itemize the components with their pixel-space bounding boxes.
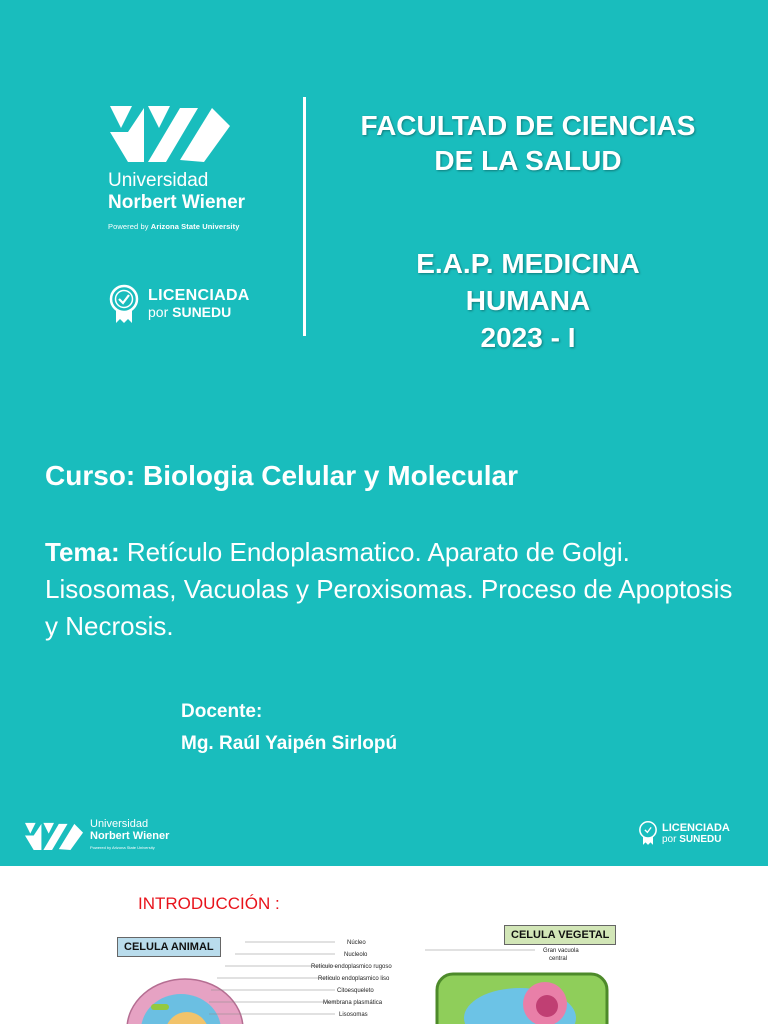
school-title <box>318 245 738 356</box>
license-line2 <box>148 304 250 320</box>
footer-powered-name: Arizona State University <box>112 845 155 850</box>
school-term: 2023 - I <box>480 322 576 353</box>
footer-license-prefix: por <box>662 833 677 845</box>
course-title: Curso: Biologia Celular y Molecular <box>45 460 518 491</box>
teacher-name: Mg. Raúl Yaipén Sirlopú <box>181 733 398 754</box>
topic <box>45 534 735 645</box>
wiener-logo-icon <box>108 102 232 164</box>
footer-license-name: SUNEDU <box>679 833 722 845</box>
label-lisosomas: Lisosomas <box>339 1012 368 1018</box>
footer-university-line1: Universidad <box>90 818 149 830</box>
license-badge-icon <box>108 284 140 324</box>
university-name-line2: Norbert Wiener <box>108 192 246 213</box>
university-name-line1: Universidad <box>108 170 209 191</box>
intro-heading: INTRODUCCIÓN : <box>138 894 280 913</box>
university-logo <box>108 102 288 231</box>
license-prefix: por <box>148 304 169 320</box>
animal-cell-label: CELULA ANIMAL <box>117 937 221 957</box>
powered-name: Arizona State University <box>150 222 240 231</box>
label-nucleo: Núcleo <box>347 940 366 946</box>
footer-university-line2: Norbert Wiener <box>90 830 170 842</box>
footer-license-line1: LICENCIADA <box>662 821 730 834</box>
teacher <box>181 696 397 760</box>
footer-powered <box>90 842 169 854</box>
school-line1: E.A.P. MEDICINA <box>416 248 640 279</box>
label-rel: Retículo endoplasmico liso <box>318 976 390 982</box>
teacher-label: Docente: <box>181 701 263 722</box>
plant-cell-label: CELULA VEGETAL <box>504 925 616 945</box>
footer-powered-prefix: Powered by <box>90 845 112 850</box>
university-name <box>108 170 288 214</box>
label-citoesqueleto: Citoesqueleto <box>337 988 374 994</box>
faculty-line1: FACULTAD DE CIENCIAS <box>360 110 696 141</box>
footer-university-logo <box>24 818 169 854</box>
powered-prefix: Powered by <box>108 222 149 231</box>
powered-by <box>108 222 288 231</box>
sunedu-license <box>108 284 250 324</box>
wiener-logo-small-icon <box>24 821 84 851</box>
footer-sunedu-license <box>638 820 730 846</box>
label-vacuola: Gran vacuola <box>543 948 579 954</box>
topic-label: Tema: <box>45 537 120 567</box>
school-line2: HUMANA <box>465 285 591 316</box>
footer-license-badge-icon <box>638 820 658 846</box>
intro-slide <box>0 866 768 1024</box>
footer-license-line2 <box>662 834 730 845</box>
license-line1: LICENCIADA <box>148 287 250 304</box>
topic-text: Retículo Endoplasmatico. Aparato de Golgi. Lisosomas, Vacuolas y Peroxisomas. Proceso de Apoptosis y Necrosis. <box>45 537 733 641</box>
vertical-divider <box>303 97 306 336</box>
label-rer: Retículo endoplasmico rugoso <box>311 964 392 970</box>
label-membrana: Membrana plasmática <box>323 1000 383 1006</box>
faculty-title <box>318 108 738 178</box>
label-vacuola-2: central <box>549 956 568 962</box>
license-name: SUNEDU <box>172 304 232 320</box>
label-nucleolo: Nucleolo <box>344 952 368 958</box>
faculty-line2: DE LA SALUD <box>434 145 622 176</box>
